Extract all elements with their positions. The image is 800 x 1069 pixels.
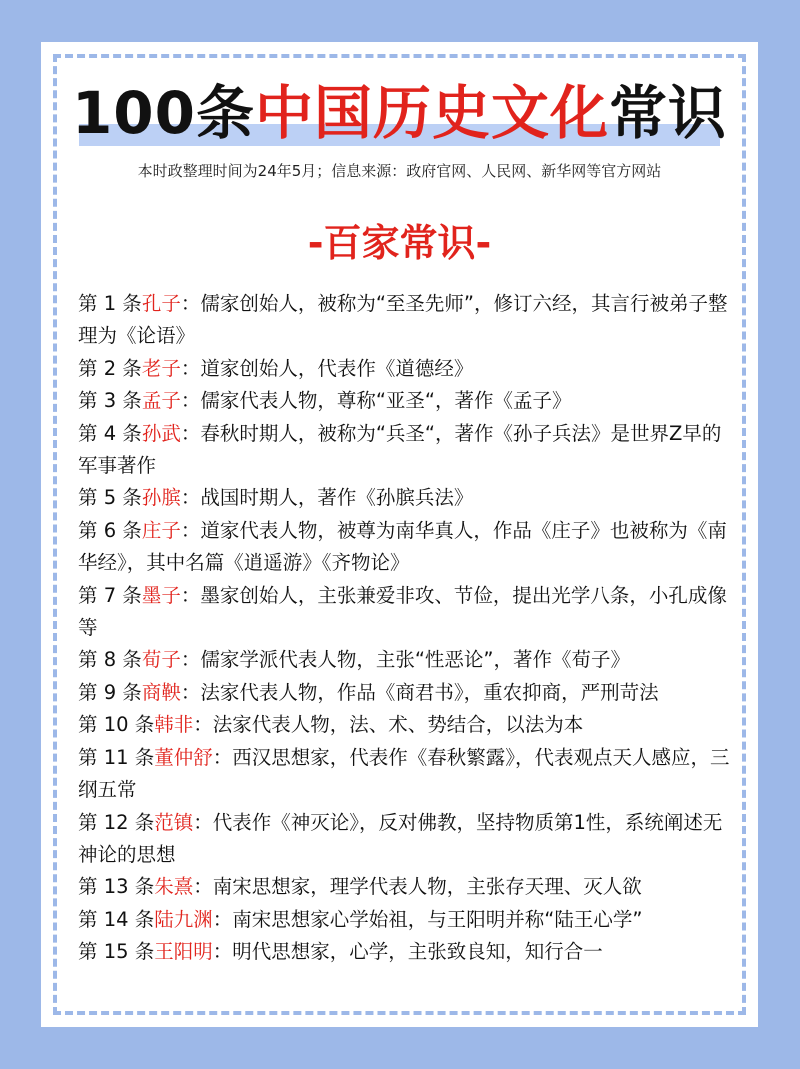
subtitle: 本时政整理时间为24年5月；信息来源：政府官网、人民网、新华网等官方网站 (137, 162, 662, 180)
item-name: 朱熹 (154, 875, 194, 899)
item-name: 墨子 (141, 583, 181, 607)
item-name: 孔子 (141, 292, 181, 315)
content-card (41, 42, 758, 1027)
item-number: 第 1 条 (78, 292, 142, 315)
item-desc: ：法家代表人物，法、术、势结合，以法为本 (193, 713, 584, 737)
list-item (78, 709, 738, 741)
list-item (78, 580, 738, 645)
item-desc: ：法家代表人物，作品《商君书》，重农抑商，严刑苛法 (180, 680, 659, 704)
list-item (78, 288, 738, 353)
item-desc: ：明代思想家，心学，主张致良知，知行合一 (212, 940, 603, 964)
item-desc: ：南宋思想家，理学代表人物，主张存天理、灭人欲 (193, 875, 642, 899)
list-item (78, 482, 738, 514)
list-item (78, 644, 738, 676)
item-number: 第 15 条 (78, 940, 155, 964)
item-desc: ：墨家创始人，主张兼爱非攻、节俭，提出光学八条，小孔成像等 (78, 583, 727, 640)
item-name: 陆九渊 (154, 907, 213, 931)
item-number: 第 11 条 (78, 745, 155, 769)
item-desc: ：儒家代表人物，尊称“亚圣“，著作《孟子》 (180, 389, 572, 413)
knowledge-list (78, 288, 738, 969)
page-title (61, 78, 738, 148)
item-number: 第 7 条 (78, 583, 142, 607)
item-name: 庄子 (141, 518, 181, 542)
item-name: 范镇 (154, 810, 194, 834)
item-number: 第 10 条 (78, 713, 155, 737)
item-number: 第 6 条 (78, 518, 142, 542)
item-number: 第 4 条 (78, 421, 142, 445)
item-name: 孙膑 (141, 486, 181, 510)
item-number: 第 2 条 (78, 356, 142, 380)
list-item (78, 936, 738, 968)
item-desc: ：代表作《神灭论》，反对佛教，坚持物质第1性，系统阐述无神论的思想 (78, 810, 723, 866)
list-item (78, 353, 738, 385)
item-name: 孙武 (141, 421, 181, 445)
list-item (78, 742, 738, 807)
item-desc: ：西汉思想家，代表作《春秋繁露》，代表观点天人感应，三纲五常 (78, 745, 730, 802)
item-name: 老子 (141, 356, 181, 380)
list-item (78, 871, 738, 903)
item-name: 荀子 (141, 648, 181, 672)
item-desc: ：道家创始人，代表作《道德经》 (180, 356, 474, 380)
item-number: 第 12 条 (78, 810, 155, 834)
title-prefix: 100条 (71, 79, 256, 147)
item-desc: ：儒家创始人，被称为“至圣先师”，修订六经，其言行被弟子整理为《论语》 (78, 292, 728, 348)
list-item (78, 904, 738, 936)
item-name: 商鞅 (141, 680, 181, 704)
item-number: 第 9 条 (78, 680, 142, 704)
item-desc: ：战国时期人，著作《孙膑兵法》 (180, 486, 474, 510)
item-name: 韩非 (154, 713, 194, 737)
item-name: 王阳明 (154, 940, 213, 964)
list-item (78, 515, 738, 580)
item-desc: ：儒家学派代表人物，主张“性恶论”，著作《荀子》 (180, 648, 631, 672)
list-item (78, 807, 738, 872)
list-item (78, 677, 738, 709)
item-desc: ：南宋思想家心学始祖，与王阳明并称“陆王心学” (212, 907, 643, 931)
item-number: 第 13 条 (78, 875, 155, 899)
section-title: -百家常识- (307, 221, 492, 265)
item-desc: ：春秋时期人，被称为“兵圣“，著作《孙子兵法》是世界Z早的军事著作 (78, 421, 722, 478)
item-name: 孟子 (141, 389, 181, 413)
item-number: 第 5 条 (78, 486, 142, 510)
list-item (78, 385, 738, 417)
list-item (78, 418, 738, 483)
item-desc: ：道家代表人物，被尊为南华真人，作品《庄子》也被称为《南华经》，其中名篇《逍遥游》《齐物论》 (78, 518, 727, 575)
title-highlight: 中国历史文化 (255, 79, 610, 147)
item-number: 第 3 条 (78, 389, 142, 413)
title-suffix: 常识 (609, 79, 728, 147)
item-number: 第 8 条 (78, 648, 142, 672)
item-number: 第 14 条 (78, 907, 155, 931)
item-name: 董仲舒 (154, 745, 213, 769)
